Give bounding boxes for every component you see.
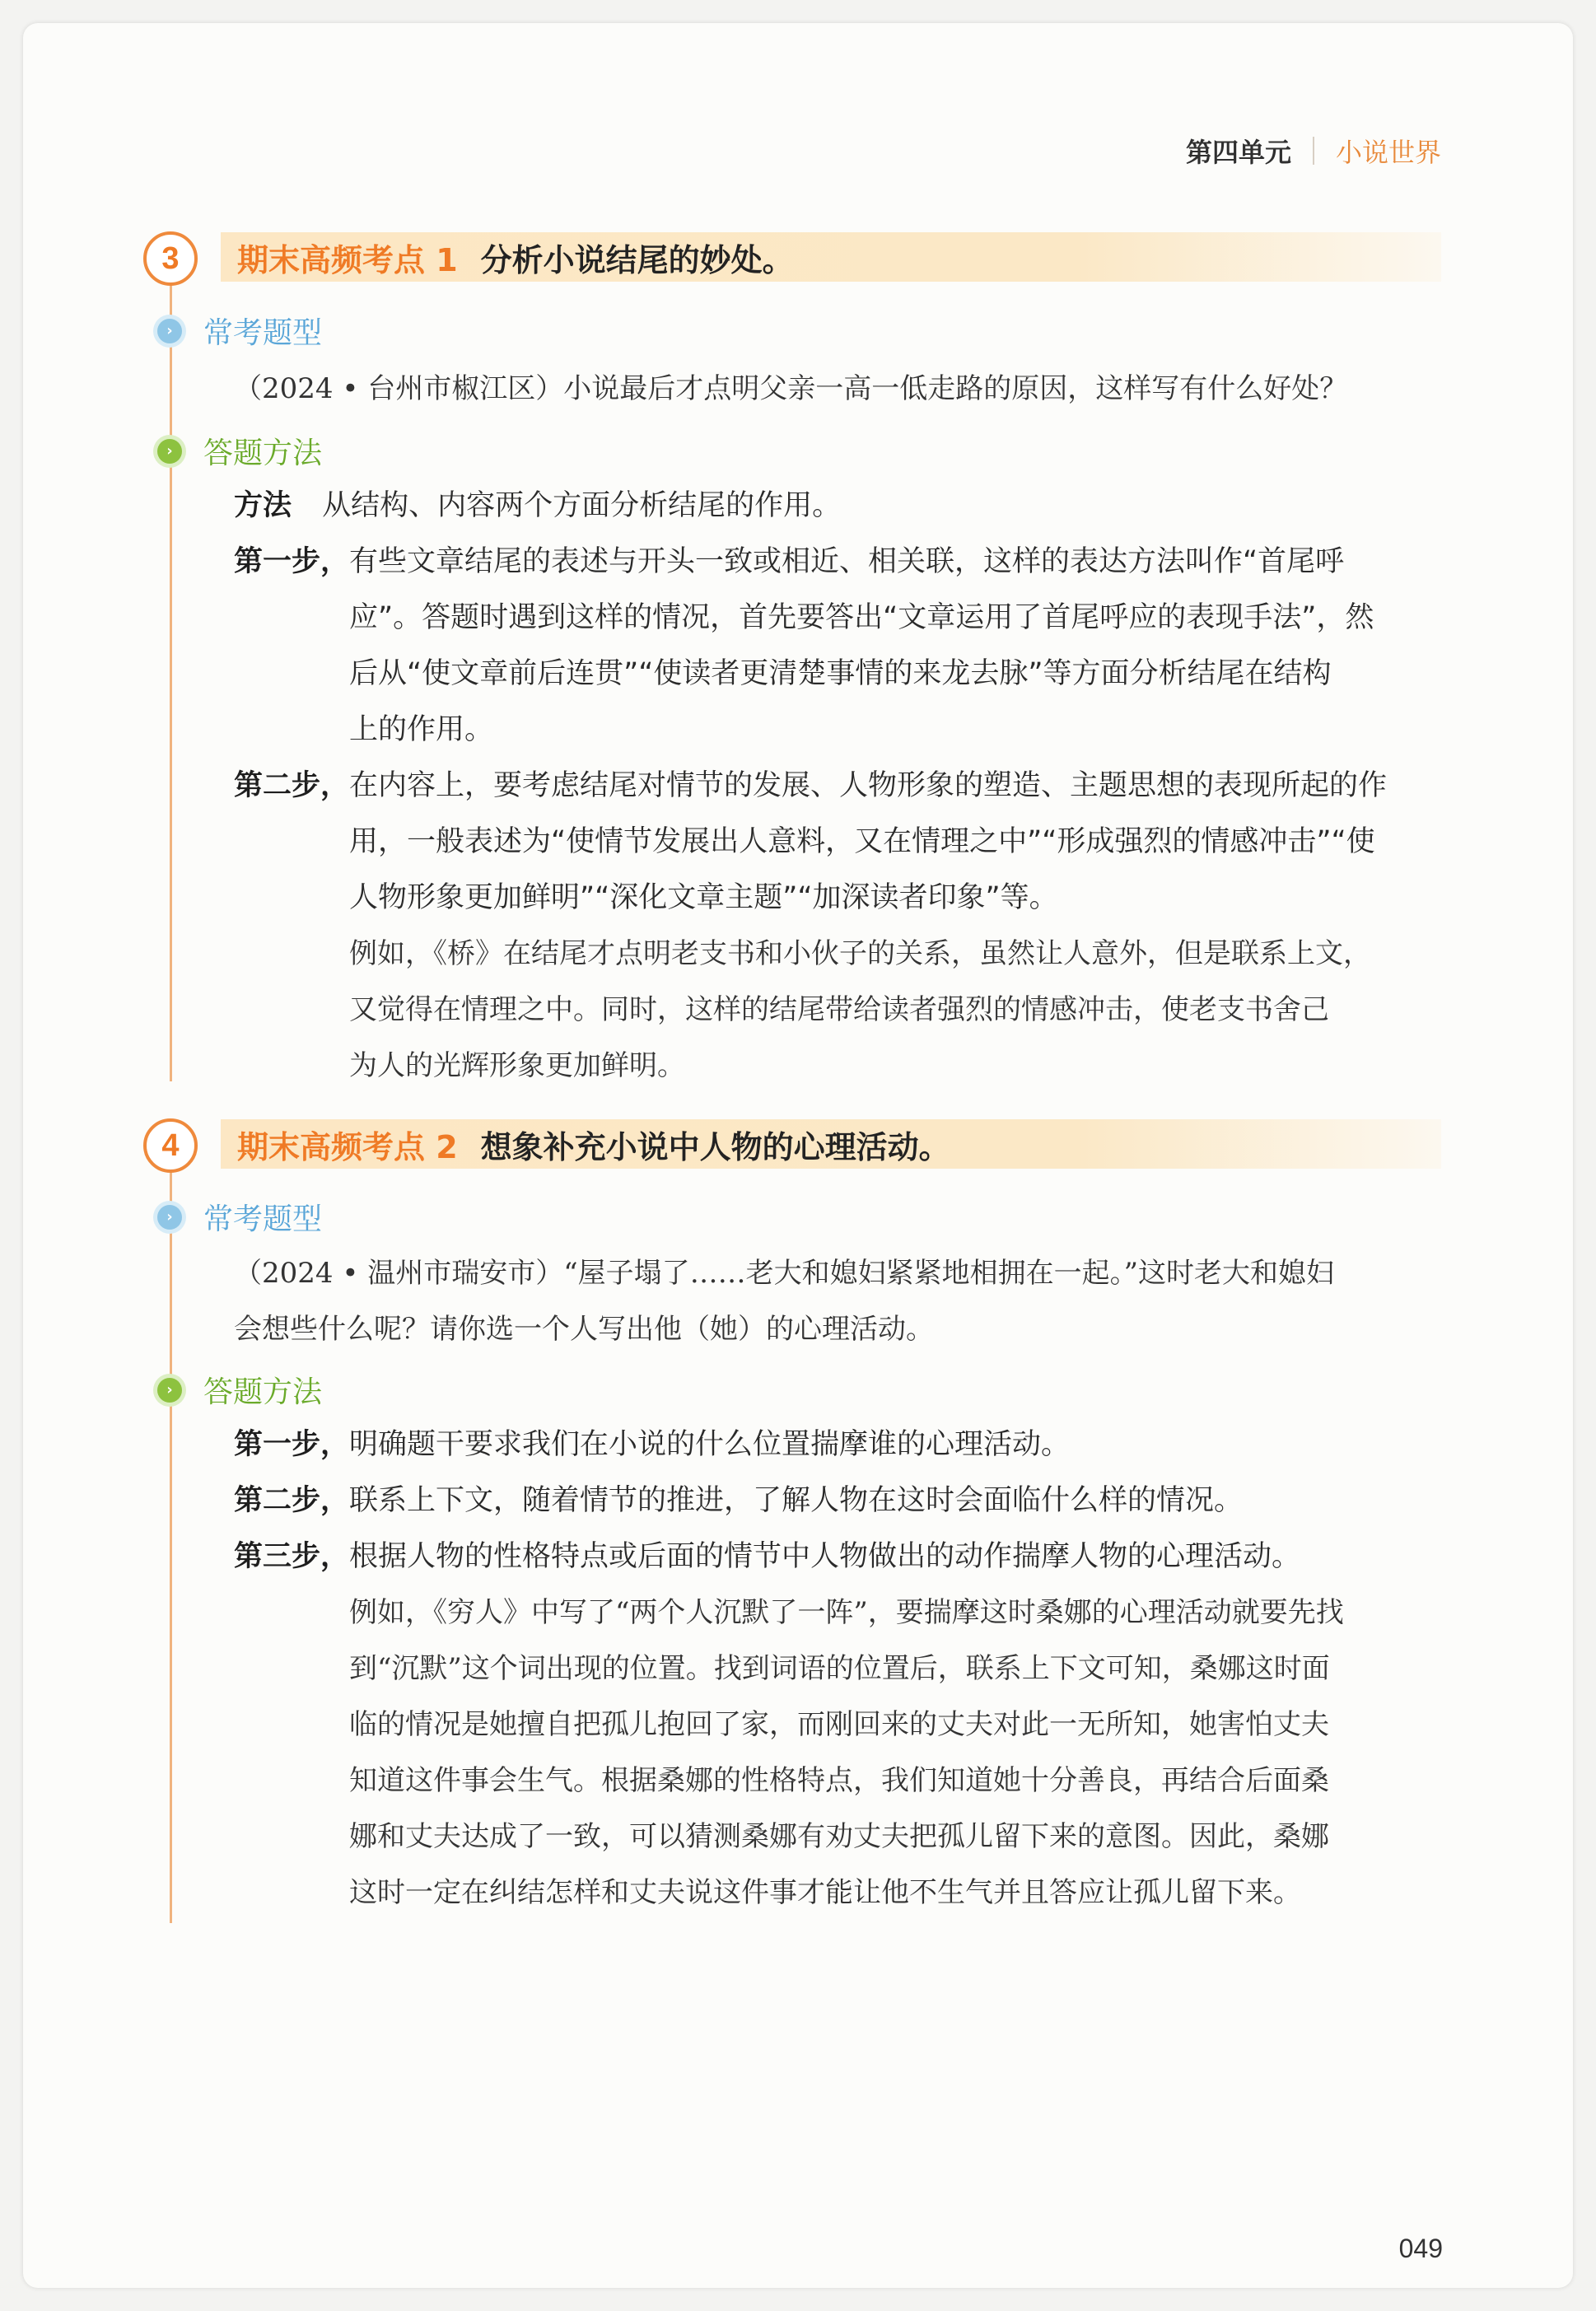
method-heading — [166, 1369, 323, 1411]
chevron-right-icon: › — [157, 439, 182, 464]
step-label: 第一步， — [234, 545, 350, 578]
example-line: 又觉得在情理之中。同时，这样的结尾带给读者强烈的情感冲击，使老支书舍己 — [349, 993, 1329, 1026]
page — [23, 23, 1573, 2288]
step-label: 第二步， — [234, 769, 350, 802]
method-intro-label: 方法 — [234, 489, 292, 522]
method-label: 答题方法 — [203, 437, 323, 470]
step-line: 用，一般表述为“使情节发展出人意料，又在情理之中”“形成强烈的情感冲击”“使 — [349, 825, 1375, 858]
step-line: 上的作用。 — [349, 713, 494, 746]
section-number-badge: 4 — [143, 1118, 198, 1173]
question-line: （2024 • 台州市椒江区）小说最后才点明父亲一高一低走路的原因，这样写有什么好处？ — [234, 372, 1348, 405]
page-number: 049 — [1398, 2234, 1443, 2263]
exam-point-tag: 期末高频考点 2 — [237, 1128, 458, 1165]
step-line: 明确题干要求我们在小说的什么位置揣摩谁的心理活动。 — [349, 1428, 1071, 1461]
step-line: 人物形象更加鲜明”“深化文章主题”“加深读者印象”等。 — [349, 881, 1058, 914]
method-intro — [234, 489, 841, 522]
question-type-heading — [166, 310, 323, 352]
example-line: 例如，《桥》在结尾才点明老支书和小伙子的关系，虽然让人意外，但是联系上文， — [349, 937, 1371, 970]
step-label: 第一步， — [234, 1428, 350, 1461]
method-heading — [166, 430, 323, 472]
exam-point-topic: 想象补充小说中人物的心理活动。 — [480, 1128, 950, 1165]
section-title-bar — [221, 1119, 1441, 1169]
section-number-badge: 3 — [143, 231, 198, 286]
example-line: 知道这件事会生气。根据桑娜的性格特点，我们知道她十分善良，再结合后面桑 — [349, 1764, 1329, 1797]
section-title-bar — [221, 232, 1441, 282]
running-header — [1186, 132, 1441, 170]
method-intro-text: 从结构、内容两个方面分析结尾的作用。 — [322, 489, 842, 522]
example-line: 这时一定在纠结怎样和丈夫说这件事才能让他不生气并且答应让孤儿留下来。 — [349, 1876, 1301, 1909]
step-line: 应”。答题时遇到这样的情况，首先要答出“文章运用了首尾呼应的表现手法”，然 — [349, 601, 1374, 634]
question-line: （2024 • 温州市瑞安市）“屋子塌了……老大和媳妇紧紧地相拥在一起。”这时老大和媳妇 — [234, 1257, 1334, 1290]
step-line: 联系上下文，随着情节的推进，了解人物在这时会面临什么样的情况。 — [349, 1484, 1244, 1517]
example-line: 娜和丈夫达成了一致，可以猜测桑娜有劝丈夫把孤儿留下来的意图。因此，桑娜 — [349, 1820, 1329, 1853]
section-rail — [170, 254, 172, 1081]
unit-theme: 小说世界 — [1335, 137, 1441, 168]
question-type-label: 常考题型 — [203, 316, 323, 350]
question-line: 会想些什么呢？请你选一个人写出他（她）的心理活动。 — [234, 1313, 934, 1346]
chevron-right-icon: › — [157, 1378, 182, 1403]
question-type-heading — [166, 1196, 323, 1238]
example-line: 例如，《穷人》中写了“两个人沉默了一阵”，要揣摩这时桑娜的心理活动就要先找 — [349, 1596, 1344, 1629]
step-line: 在内容上，要考虑结尾对情节的发展、人物形象的塑造、主题思想的表现所起的作 — [349, 769, 1388, 802]
unit-label: 第四单元 — [1185, 137, 1291, 168]
question-type-label: 常考题型 — [203, 1202, 323, 1236]
step-label: 第三步， — [234, 1540, 350, 1573]
step-line: 有些文章结尾的表述与开头一致或相近、相关联，这样的表达方法叫作“首尾呼 — [349, 545, 1345, 578]
method-label: 答题方法 — [203, 1375, 323, 1409]
step-line: 根据人物的性格特点或后面的情节中人物做出的动作揣摩人物的心理活动。 — [349, 1540, 1301, 1573]
example-line: 临的情况是她擅自把孤儿抱回了家，而刚回来的丈夫对此一无所知，她害怕丈夫 — [349, 1708, 1329, 1741]
section-rail — [170, 1141, 172, 1923]
exam-point-topic: 分析小说结尾的妙处。 — [480, 241, 794, 278]
example-line: 到“沉默”这个词出现的位置。找到词语的位置后，联系上下文可知，桑娜这时面 — [349, 1652, 1330, 1685]
header-divider — [1313, 137, 1314, 165]
exam-point-tag: 期末高频考点 1 — [237, 241, 458, 278]
chevron-right-icon: › — [157, 1205, 182, 1230]
step-label: 第二步， — [234, 1484, 350, 1517]
example-line: 为人的光辉形象更加鲜明。 — [349, 1049, 685, 1082]
chevron-right-icon: › — [157, 319, 182, 343]
step-line: 后从“使文章前后连贯”“使读者更清楚事情的来龙去脉”等方面分析结尾在结构 — [349, 657, 1332, 690]
